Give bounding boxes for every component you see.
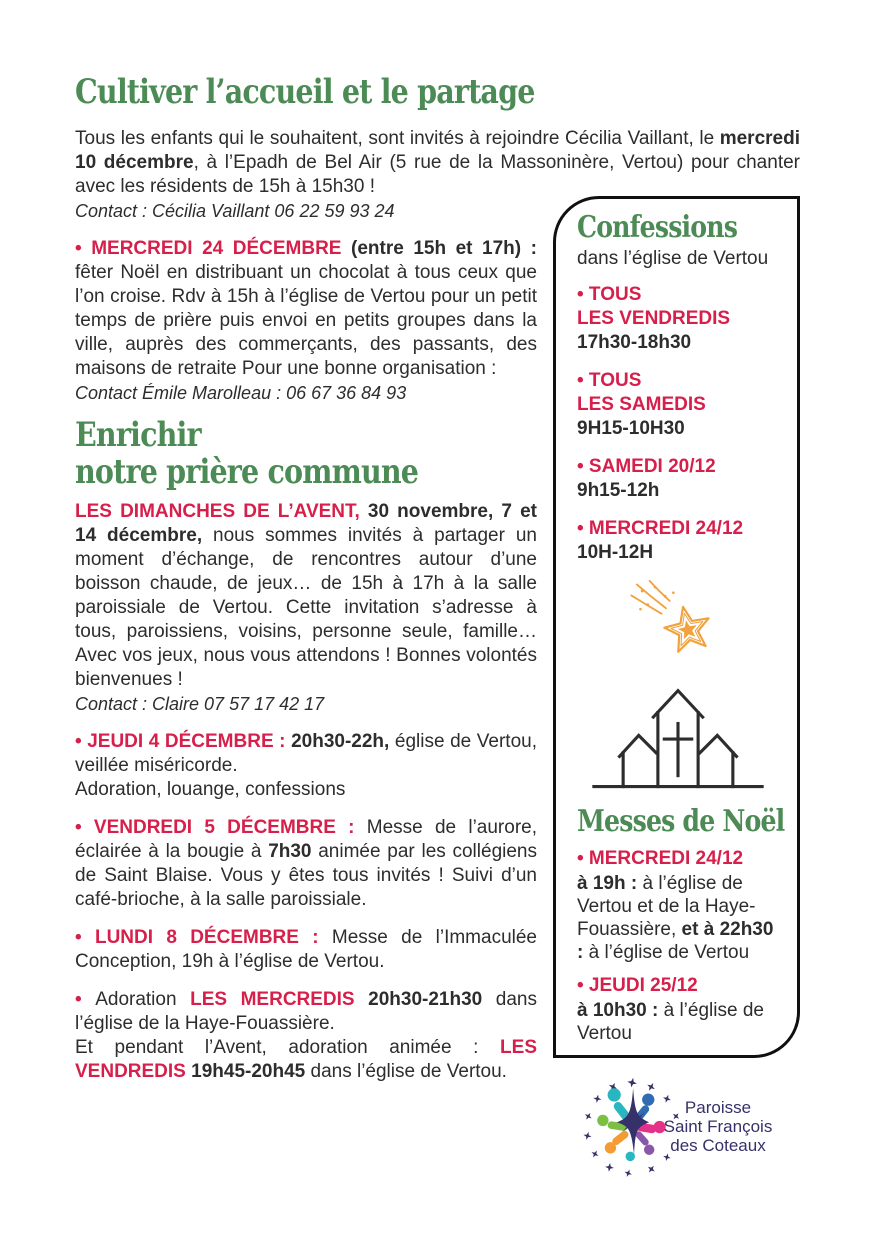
event-date-red: • VENDREDI 5 DÉCEMBRE :	[75, 817, 367, 838]
mass-item	[577, 847, 778, 964]
event-time-bold: (entre 15h et 17h) :	[341, 238, 537, 259]
event-time-bold: 19h45-20h45	[185, 1061, 306, 1082]
slot-time: 10H-12H	[577, 542, 654, 563]
event-main-line	[75, 730, 537, 778]
slot-date: • TOUS	[577, 284, 642, 305]
event-adoration-paragraph	[75, 988, 537, 1084]
event-lundi8-paragraph	[75, 926, 537, 974]
slot-time: 9h15-12h	[577, 480, 660, 501]
event-extra-line	[75, 1036, 537, 1084]
text-run: Tous les enfants qui le souhaitent, sont invités à rejoindre Cécilia Vaillant, le	[75, 128, 720, 149]
priere-intro-paragraph	[75, 500, 537, 692]
text-run-bold: mercredi 10 décembre	[75, 128, 800, 173]
logo-text-line: Saint François	[663, 1117, 773, 1136]
accueil-intro-paragraph	[75, 127, 800, 199]
slot-date: • TOUS	[577, 370, 642, 391]
event-date-red: • LUNDI 8 DÉCEMBRE :	[75, 927, 332, 948]
confession-slot	[577, 283, 778, 355]
messes-title: Messes de Noël	[577, 804, 785, 839]
text-run-bold: 30 novembre, 7 et 14 décembre,	[75, 501, 537, 546]
slot-date: LES VENDREDIS	[577, 308, 731, 329]
event-date-red: LES VENDREDIS	[75, 1037, 537, 1082]
text-run: , à l’Epadh de Bel Air (5 rue de la Massoninère, Vertou) pour chanter avec les résidents de 15h à 15h30 !	[75, 152, 800, 197]
text-run: à l’église de Vertou	[588, 942, 750, 963]
church-icon	[580, 665, 776, 793]
text-run: dans l’église de Vertou.	[305, 1061, 507, 1082]
narrow-column	[75, 237, 537, 1084]
schedule-card	[553, 196, 800, 1058]
event-dec24-paragraph	[75, 237, 537, 381]
confession-slot	[577, 517, 778, 565]
event-extra-line: Adoration, louange, confessions	[75, 779, 346, 800]
text-run: nous sommes invités à partager un moment d’échange, de rencontres autour d’une boisson chaude, de jeux… de 15h à 17h à la salle paroissiale de Vertou. Cette invitation s’adresse à tous, paroissiens, voisins, personne seule, famille… Avec vos jeux, nous vous attendons ! Bonnes volontés bienvenues !	[75, 525, 537, 690]
text-run: Messe de l’aurore, éclairée à la bougie à	[75, 817, 538, 862]
parish-logo	[583, 1072, 863, 1192]
slot-date: • SAMEDI 20/12	[577, 456, 716, 477]
event-vendredi5-paragraph	[75, 816, 537, 912]
text-run: église de Vertou, veillée miséricorde.	[75, 731, 537, 776]
text-run: Et pendant l’Avent, adoration animée :	[75, 1037, 501, 1058]
title-line: Enrichir	[75, 415, 201, 455]
mass-time-bold: à 19h :	[577, 873, 643, 894]
slot-time: 17h30-18h30	[577, 332, 692, 353]
slot-time: 9H15-10H30	[577, 418, 685, 439]
contact-line: Contact : Cécilia Vaillant 06 22 59 93 24	[75, 201, 395, 221]
slot-date: • MERCREDI 24/12	[577, 518, 744, 539]
confession-slot	[577, 369, 778, 441]
event-time-bold: 7h30	[268, 841, 312, 862]
confessions-subtitle: dans l’église de Vertou	[577, 248, 769, 269]
text-run: Messe de l’Immaculée Conception, 19h à l’église de Vertou.	[75, 927, 537, 972]
shooting-star-icon	[621, 579, 733, 663]
event-time-bold: 20h30-22h,	[291, 731, 395, 752]
text-run: dans l’église de la Haye-Fouassière.	[75, 989, 537, 1034]
section-accueil-title: Cultiver l’accueil et le partage	[75, 72, 535, 112]
mass-date-red: • JEUDI 25/12	[577, 975, 698, 996]
title-line: notre prière commune	[75, 452, 419, 492]
event-main-line	[75, 988, 537, 1036]
event-date-red: LES MERCREDIS	[190, 989, 355, 1010]
mass-time-bold: et à 22h30 :	[577, 919, 774, 963]
confessions-title: Confessions	[577, 210, 738, 245]
slot-date: LES SAMEDIS	[577, 394, 706, 415]
event-date-red: • JEUDI 4 DÉCEMBRE :	[75, 731, 292, 752]
text-run: Adoration	[95, 989, 191, 1010]
event-time-bold: 20h30-21h30	[354, 989, 483, 1010]
text-run: fêter Noël en distribuant un chocolat à tous ceux que l’on croise. Rdv à 15h à l’église de Vertou pour un petit temps de prière puis envoi en petits groupes dans la ville, auprès des commerçants, des passants, des maisons de retraite Pour une bonne organisation :	[75, 262, 537, 379]
mass-date-red: • MERCREDI 24/12	[577, 848, 744, 869]
section-priere-title	[75, 417, 463, 491]
text-run: animée par les collégiens de Saint Blaise. Vous y êtes tous invités ! Suivi d’un café-brioche, à la salle paroissiale.	[75, 841, 537, 910]
logo-text-line: Paroisse	[684, 1098, 752, 1117]
logo-text-line: des Coteaux	[670, 1136, 766, 1155]
confession-slot	[577, 455, 778, 503]
event-jeudi4-paragraph	[75, 730, 537, 802]
mass-time-bold: à 10h30 :	[577, 1000, 664, 1021]
contact-line: Contact : Claire 07 57 17 42 17	[75, 694, 325, 714]
contact-line: Contact Émile Marolleau : 06 67 36 84 93	[75, 383, 407, 403]
logo-text	[663, 1098, 773, 1155]
bullet-red: •	[75, 989, 96, 1010]
text-run: à l’église de Vertou et de la Haye-Fouassière,	[577, 873, 756, 940]
event-date-red: LES DIMANCHES DE L’AVENT,	[75, 501, 368, 522]
mass-item	[577, 974, 778, 1045]
event-date-red: • MERCREDI 24 DÉCEMBRE	[75, 238, 342, 259]
text-run: à l’église de Vertou	[577, 1000, 764, 1044]
